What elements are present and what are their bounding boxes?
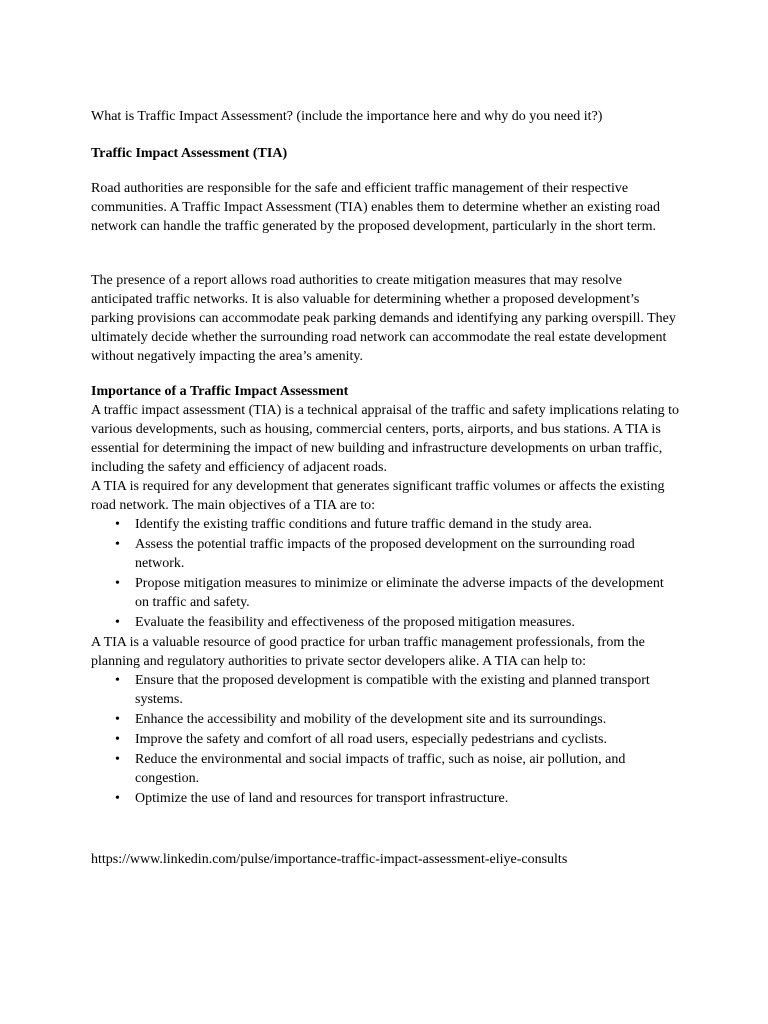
objectives-list xyxy=(91,515,681,632)
section2-paragraph2: A TIA is required for any development that generates significant traffic volumes or affects the existing road network. The main objectives of a TIA are to: xyxy=(91,479,665,513)
list-item-text: Assess the potential traffic impacts of the proposed development on the surrounding road network. xyxy=(135,537,635,571)
section1-paragraph2: The presence of a report allows road authorities to create mitigation measures that may resolve anticipated traffic networks. It is also valuable for determining whether a proposed development’s parking provisions can accommodate peak parking demands and identifying any parking overspill. They ultimately decide whether the surrounding road network can accommodate the real estate development without negatively impacting the area’s amenity. xyxy=(91,273,676,364)
bullet-icon: • xyxy=(115,576,120,591)
bullet-icon: • xyxy=(115,615,120,630)
question-text: What is Traffic Impact Assessment? (include the importance here and why do you need it?) xyxy=(91,109,603,124)
list-item xyxy=(91,750,681,788)
bullet-icon: • xyxy=(115,752,120,767)
list-item xyxy=(91,710,681,729)
bullet-icon: • xyxy=(115,791,120,806)
benefits-list xyxy=(91,671,681,808)
section2-block xyxy=(91,382,681,809)
bullet-icon: • xyxy=(115,712,120,727)
section-heading-importance: Importance of a Traffic Impact Assessment xyxy=(91,384,349,399)
list-item xyxy=(91,574,681,612)
source-url: https://www.linkedin.com/pulse/importance-traffic-impact-assessment-eliye-consults xyxy=(91,852,568,867)
section1-paragraph1-block xyxy=(91,179,681,236)
bullet-icon: • xyxy=(115,673,120,688)
bullet-icon: • xyxy=(115,732,120,747)
section2-paragraph1: A traffic impact assessment (TIA) is a technical appraisal of the traffic and safety implications relating to various developments, such as housing, commercial centers, ports, airports, and bus stations. A TIA is essential for determining the impact of new building and infrastructure developments on urban traffic, including the safety and efficiency of adjacent roads. xyxy=(91,403,680,475)
section2-paragraph3: A TIA is a valuable resource of good practice for urban traffic management professionals, from the planning and regulatory authorities to private sector developers alike. A TIA can help to: xyxy=(91,635,645,669)
list-item-text: Improve the safety and comfort of all road users, especially pedestrians and cyclists. xyxy=(135,732,607,747)
section1-paragraph2-block xyxy=(91,271,681,366)
list-item xyxy=(91,789,681,808)
bullet-icon: • xyxy=(115,537,120,552)
list-item xyxy=(91,613,681,632)
bullet-icon: • xyxy=(115,517,120,532)
list-item-text: Enhance the accessibility and mobility of the development site and its surroundings. xyxy=(135,712,607,727)
list-item-text: Identify the existing traffic conditions and future traffic demand in the study area. xyxy=(135,517,593,532)
section1-paragraph1: Road authorities are responsible for the safe and efficient traffic management of their respective communities. A Traffic Impact Assessment (TIA) enables them to determine whether an existing road network can handle the traffic generated by the proposed development, particularly in the short term. xyxy=(91,181,660,234)
list-item xyxy=(91,730,681,749)
list-item-text: Evaluate the feasibility and effectiveness of the proposed mitigation measures. xyxy=(135,615,575,630)
list-item-text: Propose mitigation measures to minimize or eliminate the adverse impacts of the development on traffic and safety. xyxy=(135,576,664,610)
list-item xyxy=(91,535,681,573)
list-item xyxy=(91,515,681,534)
section-heading-tia: Traffic Impact Assessment (TIA) xyxy=(91,146,288,161)
list-item-text: Ensure that the proposed development is compatible with the existing and planned transport systems. xyxy=(135,673,650,707)
list-item-text: Reduce the environmental and social impacts of traffic, such as noise, air pollution, and congestion. xyxy=(135,752,626,786)
list-item xyxy=(91,671,681,709)
list-item-text: Optimize the use of land and resources for transport infrastructure. xyxy=(135,791,509,806)
